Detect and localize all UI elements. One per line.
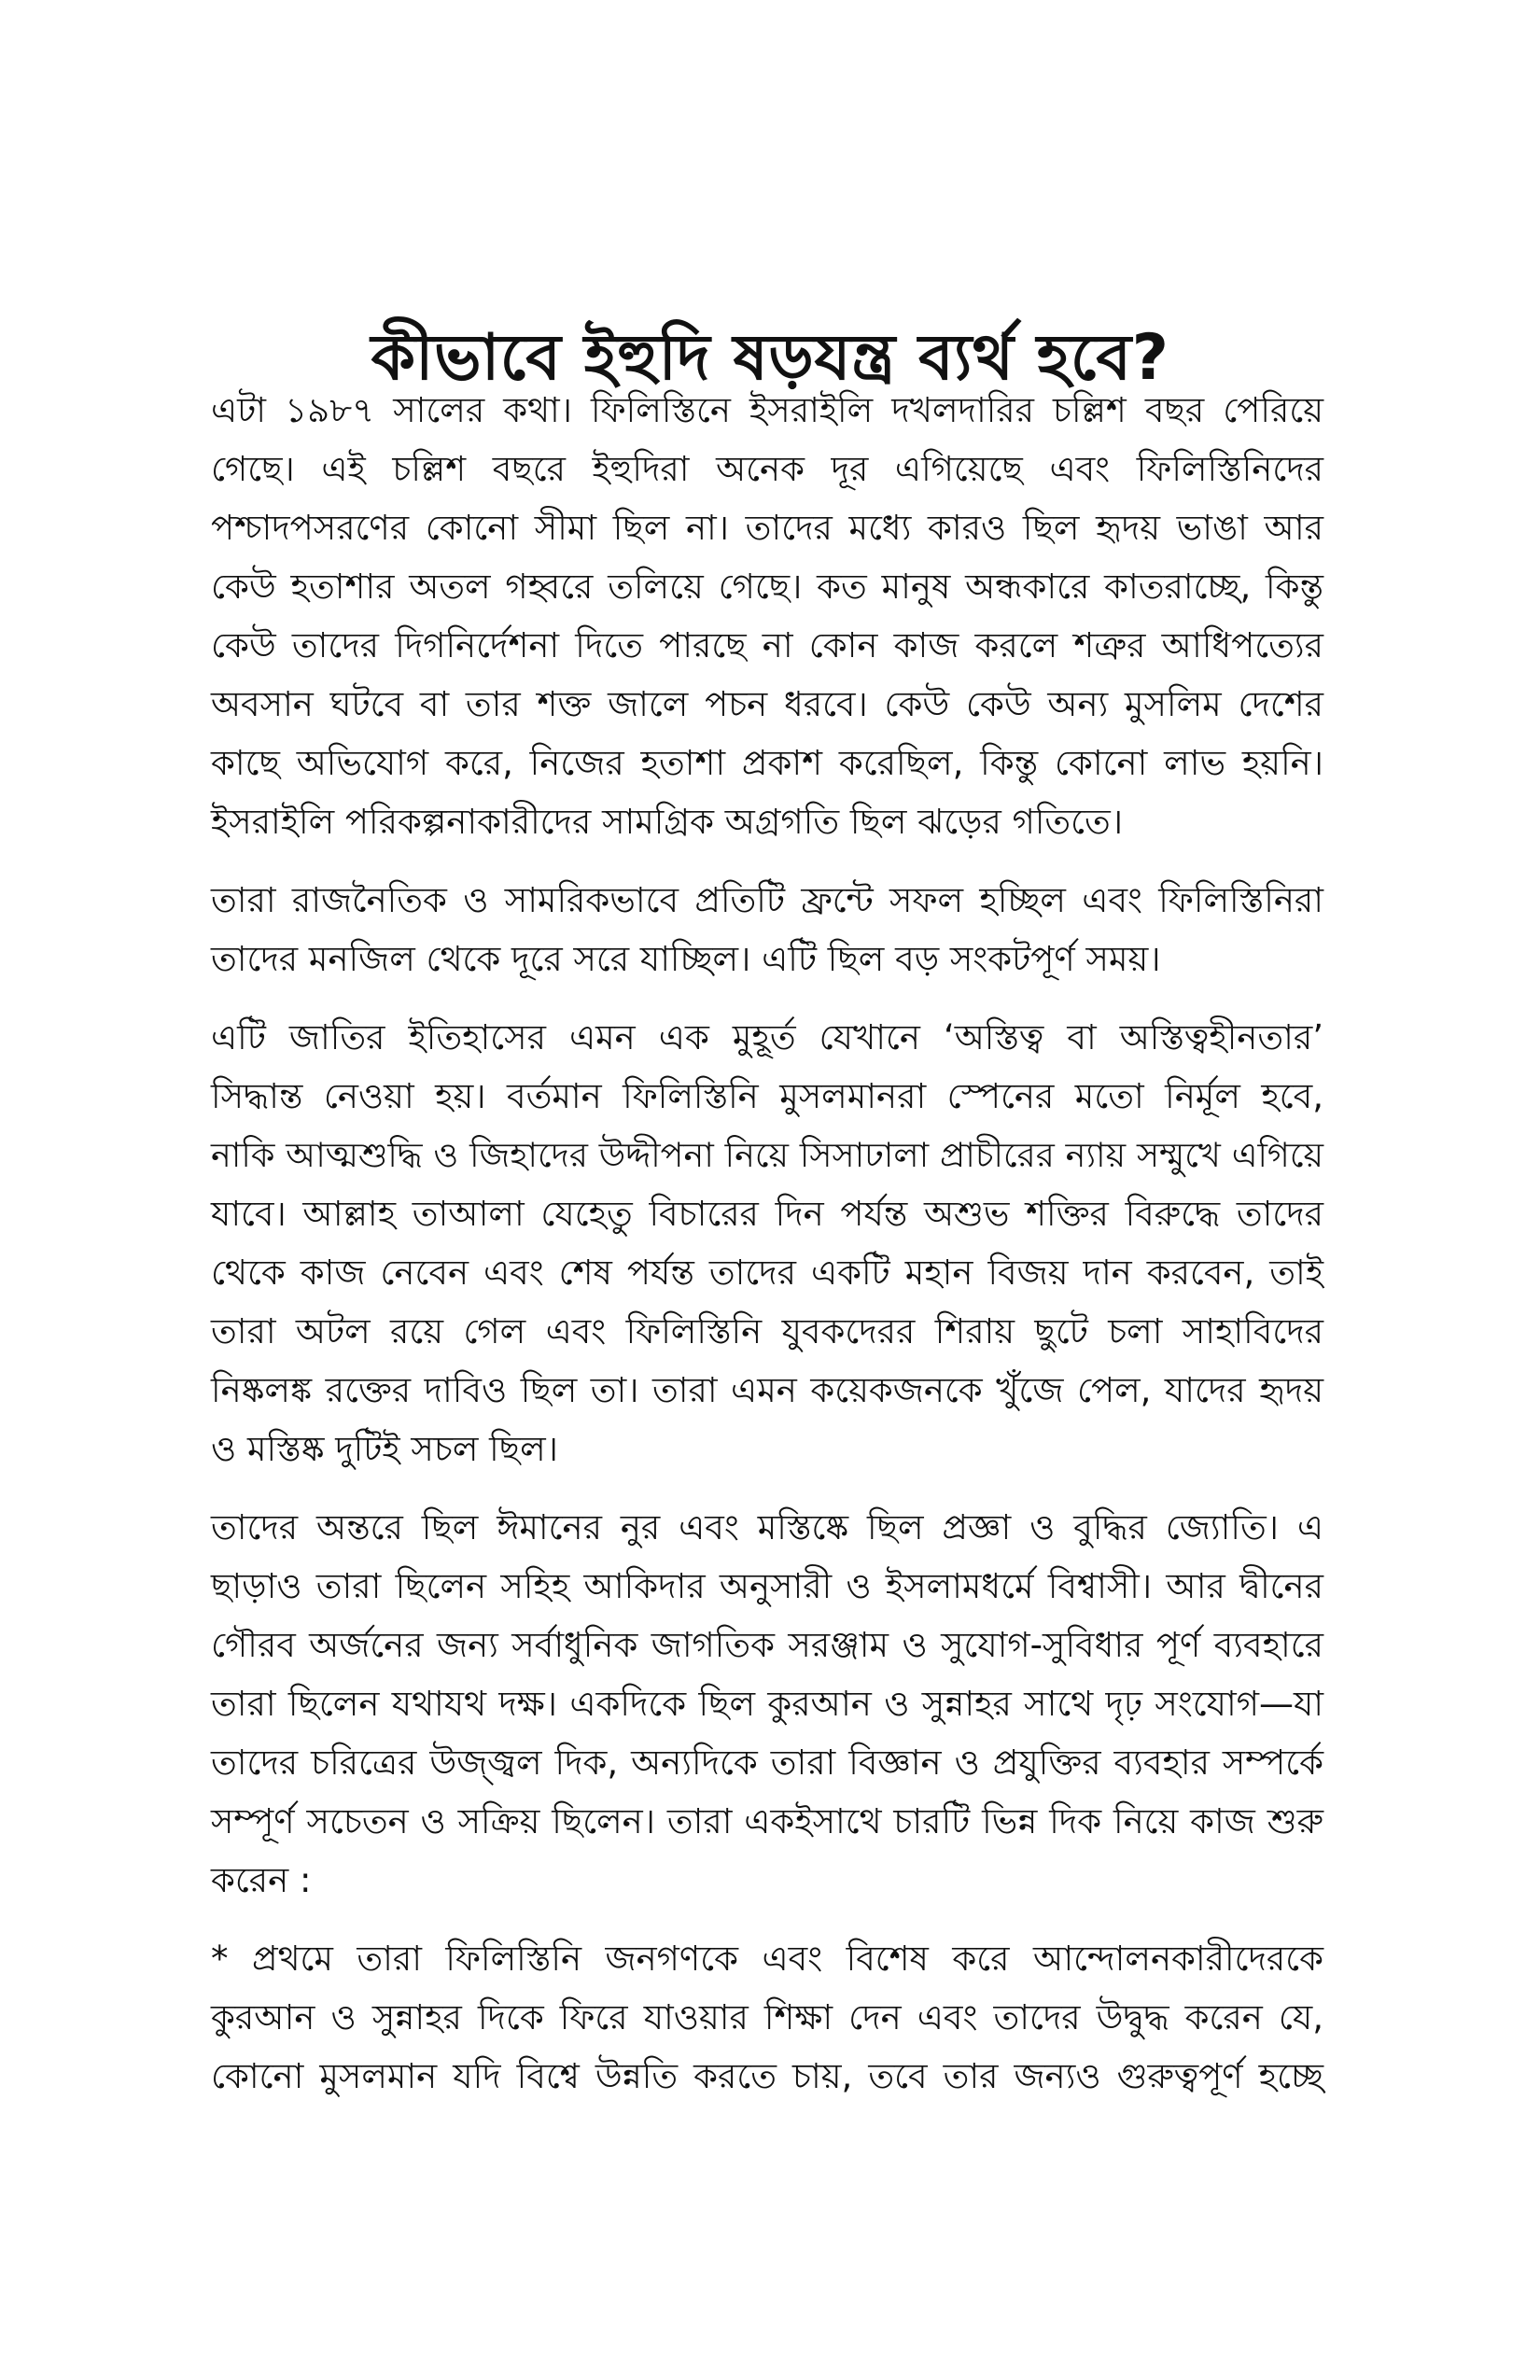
text-line: গৌরব অর্জনের জন্য সর্বাধুনিক জাগতিক সরঞ্জাম ও সুযোগ-সুবিধার পূর্ণ ব্যবহারে xyxy=(211,1625,1323,1665)
paragraph xyxy=(211,871,1323,988)
text-line: তাদের মনজিল থেকে দূরে সরে যাচ্ছিল। এটি ছিল বড় সংকটপূর্ণ সময়। xyxy=(211,939,1161,979)
paragraph xyxy=(211,1929,1323,2106)
text-line: অবসান ঘটবে বা তার শক্ত জালে পচন ধরবে। কেউ কেউ অন্য মুসলিম দেশের xyxy=(211,684,1323,724)
text-line: কুরআন ও সুন্নাহর দিকে ফিরে যাওয়ার শিক্ষা দেন এবং তাদের উদ্বুদ্ধ করেন যে, xyxy=(211,1997,1323,2037)
text-line: কেউ তাদের দিগনির্দেশনা দিতে পারছে না কোন কাজ করলে শত্রুর আধিপত্যের xyxy=(211,625,1323,665)
text-line: ছাড়াও তারা ছিলেন সহিহ আকিদার অনুসারী ও ইসলামধর্মে বিশ্বাসী। আর দ্বীনের xyxy=(211,1566,1323,1606)
text-line: * প্রথমে তারা ফিলিস্তিনি জনগণকে এবং বিশেষ করে আন্দোলনকারীদেরকে xyxy=(211,1939,1323,1979)
text-line: এটা ১৯৮৭ সালের কথা। ফিলিস্তিনে ইসরাইলি দখলদারির চল্লিশ বছর পেরিয়ে xyxy=(211,390,1323,430)
text-line: করেন : xyxy=(211,1860,312,1900)
paragraph xyxy=(211,381,1323,851)
text-line: তাদের চরিত্রের উজ্জ্বল দিক, অন্যদিকে তারা বিজ্ঞান ও প্রযুক্তির ব্যবহার সম্পর্কে xyxy=(211,1743,1323,1783)
text-line: গেছে। এই চল্লিশ বছরে ইহুদিরা অনেক দূর এগিয়েছে এবং ফিলিস্তিনিদের xyxy=(211,449,1323,489)
body-text xyxy=(211,381,1323,2106)
text-line: কাছে অভিযোগ করে, নিজের হতাশা প্রকাশ করেছিল, কিন্তু কোনো লাভ হয়নি। xyxy=(211,743,1323,783)
paragraph xyxy=(211,1498,1323,1910)
text-line: তাদের অন্তরে ছিল ঈমানের নুর এবং মস্তিষ্কে ছিল প্রজ্ঞা ও বুদ্ধির জ্যোতি। এ xyxy=(211,1507,1323,1547)
text-line: তারা রাজনৈতিক ও সামরিকভাবে প্রতিটি ফ্রন্টে সফল হচ্ছিল এবং ফিলিস্তিনিরা xyxy=(211,880,1323,920)
text-line: কেউ হতাশার অতল গহ্বরে তলিয়ে গেছে। কত মানুষ অন্ধকারে কাতরাচ্ছে, কিন্তু xyxy=(211,567,1323,607)
text-line: তারা ছিলেন যথাযথ দক্ষ। একদিকে ছিল কুরআন ও সুন্নাহর সাথে দৃঢ় সংযোগ—যা xyxy=(211,1684,1323,1724)
text-line: ইসরাইলি পরিকল্পনাকারীদের সামগ্রিক অগ্রগতি ছিল ঝড়ের গতিতে। xyxy=(211,802,1124,842)
text-line: থেকে কাজ নেবেন এবং শেষ পর্যন্ত তাদের একটি মহান বিজয় দান করবেন, তাই xyxy=(211,1253,1323,1293)
text-line: যাবে। আল্লাহ তাআলা যেহেতু বিচারের দিন পর্যন্ত অশুভ শক্তির বিরুদ্ধে তাদের xyxy=(211,1194,1323,1234)
paragraph xyxy=(211,1008,1323,1478)
text-line: এটি জাতির ইতিহাসের এমন এক মুহূর্ত যেখানে ‘অস্তিত্ব বা অস্তিত্বহীনতার’ xyxy=(211,1017,1323,1057)
text-line: সম্পূর্ণ সচেতন ও সক্রিয় ছিলেন। তারা একইসাথে চারটি ভিন্ন দিক নিয়ে কাজ শুরু xyxy=(211,1801,1323,1841)
page-title: কীভাবে ইহুদি ষড়যন্ত্র ব্যর্থ হবে? xyxy=(371,320,1169,395)
text-line: সিদ্ধান্ত নেওয়া হয়। বর্তমান ফিলিস্তিনি মুসলমানরা স্পেনের মতো নির্মূল হবে, xyxy=(211,1076,1323,1116)
text-line: নিষ্কলঙ্ক রক্তের দাবিও ছিল তা। তারা এমন কয়েকজনকে খুঁজে পেল, যাদের হৃদয় xyxy=(211,1370,1323,1410)
text-line: কোনো মুসলমান যদি বিশ্বে উন্নতি করতে চায়, তবে তার জন্যও গুরুত্বপূর্ণ হচ্ছে xyxy=(211,2056,1323,2096)
text-line: তারা অটল রয়ে গেল এবং ফিলিস্তিনি যুবকদেরর শিরায় ছুটে চলা সাহাবিদের xyxy=(211,1311,1323,1351)
text-line: নাকি আত্মশুদ্ধি ও জিহাদের উদ্দীপনা নিয়ে সিসাঢালা প্রাচীরের ন্যায় সম্মুখে এগিয়ে xyxy=(211,1135,1323,1175)
text-line: পশ্চাদপসরণের কোনো সীমা ছিল না। তাদের মধ্যে কারও ছিল হৃদয় ভাঙা আর xyxy=(211,508,1323,548)
text-line: ও মস্তিষ্ক দুটিই সচল ছিল। xyxy=(211,1429,558,1469)
